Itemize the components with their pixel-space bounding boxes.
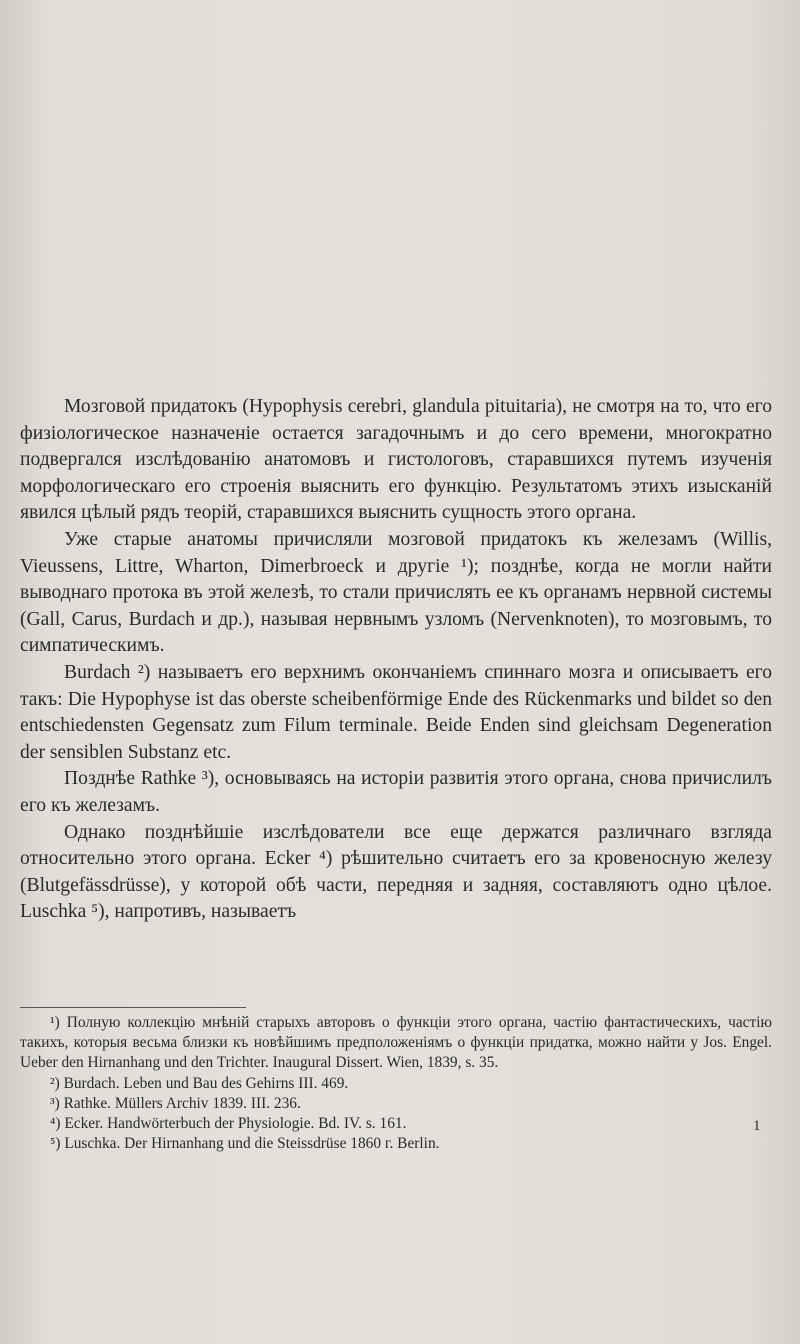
paragraph-4: Позднѣе Rathke ³), основываясь на исторіи развитія этого органа, снова причислилъ его къ железамъ. (20, 768, 772, 816)
paragraph-3: Burdach ²) называетъ его верхнимъ окончаніемъ спиннаго мозга и описываетъ его такъ: Die Hypophyse ist das oberste scheibenförmige Ende des Rückenmarks und bildet so den entschiedensten Gegensatz zum Filum terminale. Beide Enden sind gleichsam Degeneration der sensiblen Substanz etc. (20, 661, 772, 763)
paragraph-5: Однако позднѣйшіе изслѣдователи все еще держатся различнаго взгляда относительно этого органа. Ecker ⁴) рѣшительно считаетъ его за кровеносную железу (Blutgefässdrüsse), у которой обѣ части, передняя и задняя, составляютъ одно цѣлое. Luschka ⁵), напротивъ, называетъ (20, 821, 772, 923)
footnote-2: ²) Burdach. Leben und Bau des Gehirns III. 469. (50, 1074, 349, 1092)
footnote-5: ⁵) Luschka. Der Hirnanhang und die Steissdrüse 1860 г. Berlin. (50, 1135, 440, 1153)
footnote-1: ¹) Полную коллекцію мнѣній старыхъ авторовъ о функціи этого органа, частію фантастическихъ, частію такихъ, которыя весьма близки къ новѣйшимъ предположеніямъ о функціи придатка, можно найти у Jos. Engel. Ueber den Hirnanhang und den Trichter. Inaugural Dissert. Wien, 1839, s. 35. (20, 1014, 772, 1072)
paragraph-1: Мозговой придатокъ (Hypophysis cerebri, glandula pituitaria), не смотря на то, что его физіологическое назначеніе остается загадочнымъ и до сего времени, многократно подвергался изслѣдованію анатомовъ и гистологовъ, старавшихся путемъ изученія морфологическаго его строенія выяснить его функцію. Результатомъ этихъ изысканій явился цѣлый рядъ теорій, старавшихся выяснить сущность этого органа. (20, 396, 772, 524)
paragraph-2: Уже старые анатомы причисляли мозговой придатокъ къ железамъ (Willis, Vieussens, Littre, Wharton, Dimerbroeck и другіе ¹); позднѣе, когда не могли найти выводнаго протока въ этой железѣ, то стали причислять ее къ органамъ нервной системы (Gall, Carus, Burdach и др.), называя нервнымъ узломъ (Nervenknoten), то мозговымъ, то симпатическимъ. (20, 528, 772, 657)
footnotes (20, 1013, 772, 1154)
page-number: 1 (753, 1118, 761, 1134)
footnote-3: ³) Rathke. Müllers Archiv 1839. III. 236. (50, 1094, 301, 1112)
footnote-4: ⁴) Ecker. Handwörterbuch der Physiologie. Bd. IV. s. 161. (50, 1115, 407, 1133)
main-text (20, 394, 772, 926)
footnote-divider (20, 1007, 246, 1008)
